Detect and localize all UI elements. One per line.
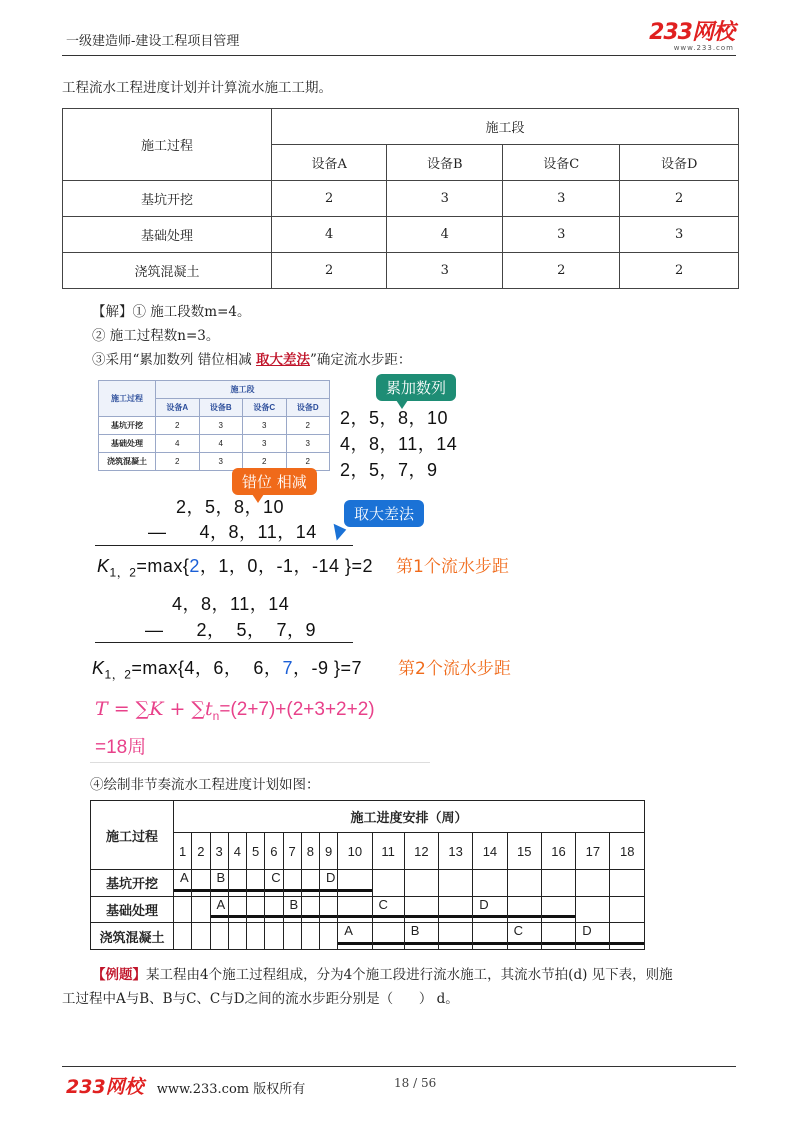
header-rule <box>62 55 736 56</box>
gantt-cell <box>372 923 404 950</box>
gantt-bar-segment <box>320 889 337 892</box>
gantt-row <box>91 896 645 923</box>
week-header: 8 <box>301 832 319 869</box>
gantt-cell <box>283 870 301 897</box>
footer <box>66 1072 305 1099</box>
week-header: 14 <box>473 832 507 869</box>
gantt-cell <box>174 870 192 897</box>
calc-text: ，1，0，-1，-14 }=2 <box>199 556 373 576</box>
solution-line-3 <box>92 348 411 368</box>
gantt-cell <box>228 870 246 897</box>
mini-table <box>98 380 330 472</box>
gantt-cell <box>473 896 507 923</box>
table-corner: 施工过程 <box>63 109 272 181</box>
mini-col: 设备A <box>156 399 200 417</box>
calc-text: =max{ <box>136 556 190 576</box>
k-symbol: K <box>97 556 110 576</box>
gantt-row <box>91 923 645 950</box>
gantt-chart <box>90 800 645 950</box>
gantt-cell <box>576 923 610 950</box>
example-line-1 <box>92 963 673 983</box>
gantt-bar-segment <box>192 889 209 892</box>
gantt-cell <box>576 870 610 897</box>
data-table <box>62 108 739 289</box>
gantt-cell <box>372 896 404 923</box>
week-header: 7 <box>283 832 301 869</box>
week-header: 11 <box>372 832 404 869</box>
gantt-cell <box>320 896 338 923</box>
gantt-cell <box>210 896 228 923</box>
footer-rule <box>62 1066 736 1067</box>
calc1-top: 2，5，8，10 <box>176 497 285 517</box>
gantt-cell <box>338 923 372 950</box>
gantt-cell <box>473 923 507 950</box>
table-cell: 2 <box>620 181 739 217</box>
gantt-row-label: 浇筑混凝土 <box>91 923 174 950</box>
gantt-cell <box>338 870 372 897</box>
gantt-cell <box>265 870 283 897</box>
gantt-bar-segment <box>229 889 246 892</box>
gantt-bar-segment <box>338 889 371 892</box>
gantt-bar-segment <box>320 915 337 918</box>
table-col-header: 设备B <box>387 145 503 181</box>
week-header: 4 <box>228 832 246 869</box>
max-value: 7 <box>282 658 293 678</box>
gantt-bar-label: D <box>479 896 489 912</box>
week-header: 18 <box>610 832 645 869</box>
table-group-header: 施工段 <box>272 109 739 145</box>
mini-cell: 2 <box>156 453 200 471</box>
gantt-bar-label: A <box>216 896 226 912</box>
gantt-cell <box>265 896 283 923</box>
gantt-cell <box>372 870 404 897</box>
gantt-cell <box>283 896 301 923</box>
gantt-cell <box>247 896 265 923</box>
gantt-cell <box>301 870 319 897</box>
row-label: 浇筑混凝土 <box>63 253 272 289</box>
gantt-bar-segment <box>576 942 609 945</box>
calc1-bottom: — 4，8，11，14 <box>148 522 317 542</box>
gantt-bar-segment <box>302 889 319 892</box>
gantt-corner: 施工过程 <box>91 801 174 870</box>
mini-row-label: 基坑开挖 <box>99 417 156 435</box>
footer-text: www.233.com 版权所有 <box>156 1082 306 1097</box>
gantt-bar-label: C <box>271 870 281 886</box>
gantt-cell <box>320 870 338 897</box>
solution-line-1: 【解】① 施工段数m=4。 <box>92 304 251 320</box>
gantt-cell <box>301 896 319 923</box>
week-header: 15 <box>507 832 541 869</box>
k-symbol: K <box>92 658 105 678</box>
mini-cell: 2 <box>286 453 330 471</box>
logo-url: www.233.com <box>673 44 734 52</box>
mini-cell: 3 <box>243 417 287 435</box>
gantt-row-label: 基坑开挖 <box>91 870 174 897</box>
table-row <box>63 217 739 253</box>
week-header: 9 <box>320 832 338 869</box>
mini-col: 设备C <box>243 399 287 417</box>
mini-cell: 4 <box>199 435 243 453</box>
solution-text: ③采用“累加数列 错位相减 <box>92 352 256 368</box>
gantt-bar-segment <box>338 942 371 945</box>
gantt-bar-label: C <box>513 923 523 939</box>
gantt-bar-segment <box>229 915 246 918</box>
calc-text: =max{4，6， 6， <box>131 658 283 678</box>
footer-logo: 233网校 <box>66 1076 144 1098</box>
mini-group: 施工段 <box>156 381 330 399</box>
example-text: 某工程由4个施工过程组成，分为4个施工段进行流水施工，其流水节拍(d) 见下表，则施 <box>146 967 673 983</box>
gantt-cell <box>247 870 265 897</box>
row-label: 基坑开挖 <box>63 181 272 217</box>
page-number: 18 / 56 <box>394 1076 437 1090</box>
calc1-result <box>97 552 373 581</box>
table-col-header: 设备D <box>620 145 739 181</box>
formula-part: =(2+7)+(2+3+2+2) <box>219 699 375 720</box>
mini-cell: 2 <box>156 417 200 435</box>
gantt-cell <box>507 923 541 950</box>
gantt-bar-segment <box>439 942 472 945</box>
gantt-bar-segment <box>338 915 371 918</box>
mini-cell: 3 <box>199 453 243 471</box>
table-cell: 2 <box>620 253 739 289</box>
formula-subscript: n <box>212 708 220 723</box>
gantt-bar-segment <box>405 942 438 945</box>
step4-text: ④绘制非节奏流水工程进度计划如图： <box>90 777 320 793</box>
mini-row-label: 基础处理 <box>99 435 156 453</box>
gantt-bar-segment <box>265 889 282 892</box>
gantt-bar-segment <box>373 942 404 945</box>
table-col-header: 设备A <box>272 145 387 181</box>
gantt-cell <box>320 923 338 950</box>
bubble-offset: 错位 相减 <box>232 468 317 495</box>
gantt-cell <box>404 896 438 923</box>
calc2-top: 4，8，11，14 <box>172 594 290 614</box>
gantt-bar-label: C <box>378 896 388 912</box>
gantt-cell <box>192 923 210 950</box>
bubble-maxdiff: 取大差法 <box>344 500 424 527</box>
gantt-cell <box>210 870 228 897</box>
gantt-cell <box>404 923 438 950</box>
formula-part: T = ∑K + ∑t <box>95 698 213 720</box>
gantt-cell <box>192 896 210 923</box>
gantt-cell <box>610 923 645 950</box>
solution-text: ”确定流水步距： <box>309 352 412 368</box>
k-subscript: 1，2 <box>104 667 132 682</box>
mini-row-label: 浇筑混凝土 <box>99 453 156 471</box>
max-value: 2 <box>189 556 200 576</box>
gantt-bar-segment <box>508 915 541 918</box>
mini-cell: 3 <box>199 417 243 435</box>
gantt-cell <box>439 870 473 897</box>
gantt-cell <box>610 896 645 923</box>
calc1-rule <box>95 545 353 546</box>
gantt-bar-segment <box>610 942 644 945</box>
bubble-pointer <box>328 524 347 543</box>
gantt-cell <box>507 870 541 897</box>
gantt-bar-segment <box>284 889 301 892</box>
week-header: 10 <box>338 832 372 869</box>
step-label-2: 第2个流水步距 <box>398 659 511 679</box>
gantt-bar-segment <box>373 915 404 918</box>
gantt-bar-label: D <box>326 870 336 886</box>
gantt-bar-segment <box>174 889 191 892</box>
mini-col: 设备B <box>199 399 243 417</box>
gantt-bar-segment <box>542 915 575 918</box>
gantt-cell <box>439 896 473 923</box>
mini-cell: 2 <box>286 417 330 435</box>
divider <box>90 762 430 763</box>
gantt-bar-label: A <box>344 923 353 939</box>
mini-cell: 3 <box>286 435 330 453</box>
gantt-bar-segment <box>247 915 264 918</box>
mini-cell: 2 <box>243 453 287 471</box>
gantt-bar-segment <box>473 915 506 918</box>
gantt-cell <box>541 923 575 950</box>
week-header: 1 <box>174 832 192 869</box>
header-title: 一级建造师-建设工程项目管理 <box>66 34 240 49</box>
gantt-cell <box>541 870 575 897</box>
gantt-bar-segment <box>247 889 264 892</box>
gantt-row-label: 基础处理 <box>91 896 174 923</box>
gantt-bar-segment <box>508 942 541 945</box>
table-cell: 4 <box>272 217 387 253</box>
table-cell: 2 <box>272 253 387 289</box>
example-tag: 【例题】 <box>92 967 146 983</box>
cumulative-seq-1: 2，5，8，10 <box>340 408 449 428</box>
week-header: 13 <box>439 832 473 869</box>
gantt-bar-label: D <box>582 923 592 939</box>
total-result: =18周 <box>95 737 147 758</box>
solution-line-2: ② 施工过程数n=3。 <box>92 328 220 344</box>
week-header: 3 <box>210 832 228 869</box>
gantt-row <box>91 870 645 897</box>
gantt-bar-segment <box>542 942 575 945</box>
mini-corner: 施工过程 <box>99 381 156 417</box>
gantt-bar-segment <box>405 915 438 918</box>
table-cell: 3 <box>503 217 620 253</box>
table-cell: 4 <box>387 217 503 253</box>
mini-cell: 4 <box>156 435 200 453</box>
total-formula <box>95 698 375 723</box>
gantt-cell <box>228 896 246 923</box>
k-subscript: 1，2 <box>109 565 137 580</box>
gantt-cell <box>228 923 246 950</box>
table-cell: 2 <box>272 181 387 217</box>
table-cell: 3 <box>387 253 503 289</box>
gantt-cell <box>301 923 319 950</box>
gantt-bar-segment <box>439 915 472 918</box>
gantt-cell <box>283 923 301 950</box>
calc2-rule <box>95 642 353 643</box>
gantt-cell <box>338 896 372 923</box>
gantt-cell <box>404 870 438 897</box>
gantt-bar-label: B <box>216 870 226 886</box>
week-header: 6 <box>265 832 283 869</box>
table-cell: 3 <box>503 181 620 217</box>
gantt-bar-segment <box>211 915 228 918</box>
gantt-cell <box>210 923 228 950</box>
gantt-cell <box>247 923 265 950</box>
gantt-cell <box>439 923 473 950</box>
gantt-cell <box>174 896 192 923</box>
gantt-cell <box>174 923 192 950</box>
mini-col: 设备D <box>286 399 330 417</box>
gantt-cell <box>473 870 507 897</box>
gantt-bar-segment <box>211 889 228 892</box>
gantt-cell <box>610 870 645 897</box>
bubble-cumulative: 累加数列 <box>376 374 456 401</box>
gantt-title: 施工进度安排（周） <box>174 801 645 833</box>
week-header: 16 <box>541 832 575 869</box>
calc2-result <box>92 654 362 683</box>
table-row <box>63 181 739 217</box>
gantt-bar-segment <box>284 915 301 918</box>
week-header: 17 <box>576 832 610 869</box>
gantt-bar-label: A <box>180 870 189 886</box>
gantt-cell <box>541 896 575 923</box>
gantt-cell <box>192 870 210 897</box>
table-col-header: 设备C <box>503 145 620 181</box>
table-cell: 3 <box>620 217 739 253</box>
intro-text: 工程流水工程进度计划并计算流水施工工期。 <box>62 80 332 96</box>
calc-text: ，-9 }=7 <box>292 658 362 678</box>
week-header: 12 <box>404 832 438 869</box>
bubble-pointer <box>396 400 408 409</box>
table-cell: 2 <box>503 253 620 289</box>
gantt-cell <box>265 923 283 950</box>
gantt-bar-label: B <box>289 896 299 912</box>
week-header: 2 <box>192 832 210 869</box>
gantt-cell <box>576 896 610 923</box>
header-logo <box>649 22 734 52</box>
gantt-bar-segment <box>302 915 319 918</box>
example-line-2: 工过程中A与B、B与C、C与D之间的流水步距分别是（ ） d。 <box>62 991 459 1007</box>
gantt-cell <box>507 896 541 923</box>
logo-text: 233网校 <box>649 20 734 45</box>
mini-cell: 3 <box>243 435 287 453</box>
table-row <box>63 253 739 289</box>
week-header: 5 <box>247 832 265 869</box>
gantt-bar-segment <box>265 915 282 918</box>
gantt-bar-segment <box>473 942 506 945</box>
cumulative-seq-3: 2，5，7，9 <box>340 460 438 480</box>
cumulative-seq-2: 4，8，11，14 <box>340 434 458 454</box>
step-label-1: 第1个流水步距 <box>396 557 509 577</box>
calc2-bottom: — 2， 5， 7，9 <box>145 620 317 640</box>
table-cell: 3 <box>387 181 503 217</box>
gantt-bar-label: B <box>410 923 420 939</box>
solution-highlight: 取大差法 <box>255 352 310 368</box>
row-label: 基础处理 <box>63 217 272 253</box>
